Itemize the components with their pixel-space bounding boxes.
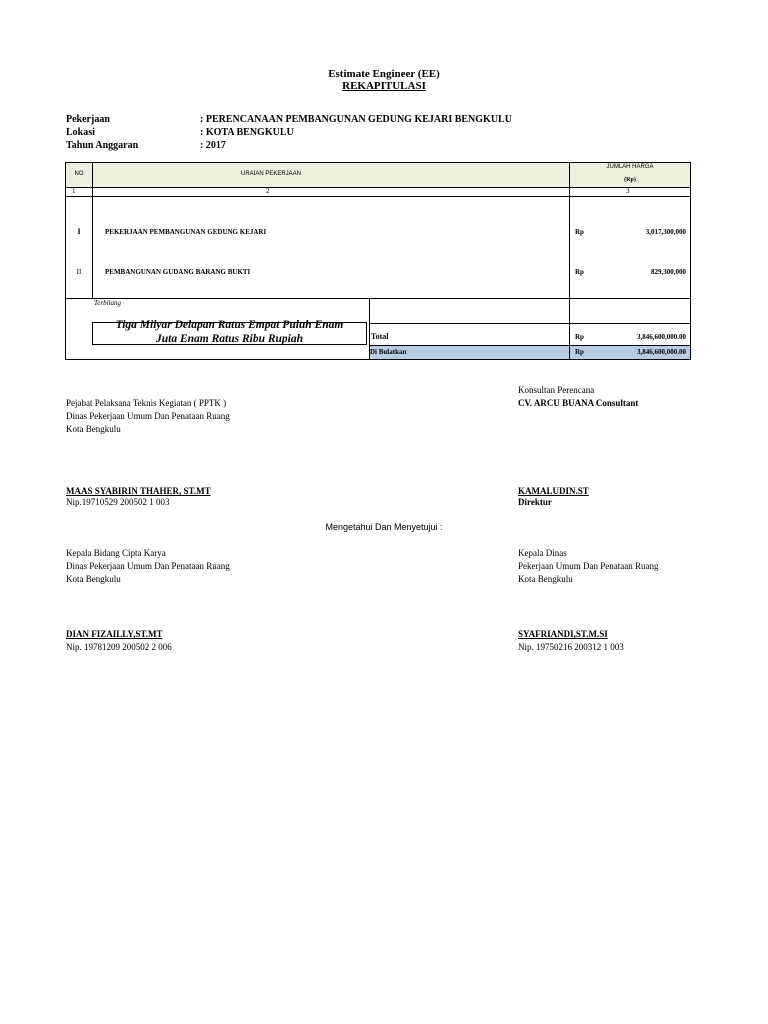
info-value-lokasi: : KOTA BENGKULU [200,127,294,138]
header-jumlah: JUMLAH HARGA [606,164,654,170]
info-label-tahun: Tahun Anggaran [66,140,139,151]
row-no: I [77,227,81,236]
consultant-name: KAMALUDIN.ST [518,486,589,496]
document-subtitle: REKAPITULASI [342,80,426,92]
terbilang-line2: Juta Enam Ratus Ribu Rupiah [155,333,303,345]
kabid-title: Kepala Bidang Cipta Karya [66,548,166,558]
approval-label: Mengetahui Dan Menyetujui : [325,522,443,532]
col-number-2: 2 [266,187,270,195]
col-number-3: 3 [626,187,630,195]
kadis-nip: Nip. 19750216 200312 1 003 [518,642,624,652]
rounded-currency: Rp [575,348,584,356]
consultant-title: Konsultan Perencana [518,385,595,395]
rounded-label: Di Bulatkan [370,348,407,356]
kadis-city: Kota Bengkulu [518,574,573,584]
header-jumlah-unit: (Rp) [624,177,636,183]
row-amount: 829,300,000 [651,268,686,276]
header-uraian: URAIAN PEKERJAAN [240,171,301,177]
consultant-company: CV. ARCU BUANA Consultant [518,398,639,408]
pptk-city: Kota Bengkulu [66,424,121,434]
kadis-dept: Pekerjaan Umum Dan Penataan Ruang [518,561,659,571]
row-no: II [76,268,82,276]
pptk-nip: Nip.19710529 200502 1 003 [66,497,170,507]
row-amount: 3,017,300,000 [645,228,686,236]
total-label: Total [371,332,389,341]
consultant-position: Direktur [518,497,552,507]
kabid-name: DIAN FIZAILLY,ST.MT [66,629,163,639]
document-title: Estimate Engineer (EE) [328,68,440,80]
row-currency: Rp [575,268,584,276]
row-currency: Rp [575,228,584,236]
total-currency: Rp [575,333,584,341]
kabid-city: Kota Bengkulu [66,574,121,584]
info-value-pekerjaan: : PERENCANAAN PEMBANGUNAN GEDUNG KEJARI BENGKULU [200,114,512,125]
col-number-1: 1 [72,187,76,195]
header-no: NO [74,171,84,177]
info-label-pekerjaan: Pekerjaan [66,114,110,125]
kadis-title: Kepala Dinas [518,548,567,558]
rounded-amount: 3,846,600,000.00 [637,348,686,356]
pptk-dept: Dinas Pekerjaan Umum Dan Penataan Ruang [66,411,230,421]
pptk-name: MAAS SYABIRIN THAHER, ST.MT [66,486,211,496]
pptk-title: Pejabat Pelaksana Teknis Kegiatan ( PPTK ) [66,398,227,408]
terbilang-label: Terbilang [94,299,121,307]
info-label-lokasi: Lokasi [66,127,95,138]
kadis-name: SYAFRIANDI,ST.M.SI [518,629,608,639]
terbilang-line1: Tiga Milyar Delapan Ratus Empat Puluh Enam [115,319,344,331]
info-value-tahun: : 2017 [200,140,226,151]
total-amount: 3,846,600,000.00 [637,333,686,341]
row-desc: PEKERJAAN PEMBANGUNAN GEDUNG KEJARI [105,228,267,236]
row-desc: PEMBANGUNAN GUDANG BARANG BUKTI [105,268,251,276]
kabid-dept: Dinas Pekerjaan Umum Dan Penataan Ruang [66,561,230,571]
kabid-nip: Nip. 19781209 200502 2 006 [66,642,172,652]
